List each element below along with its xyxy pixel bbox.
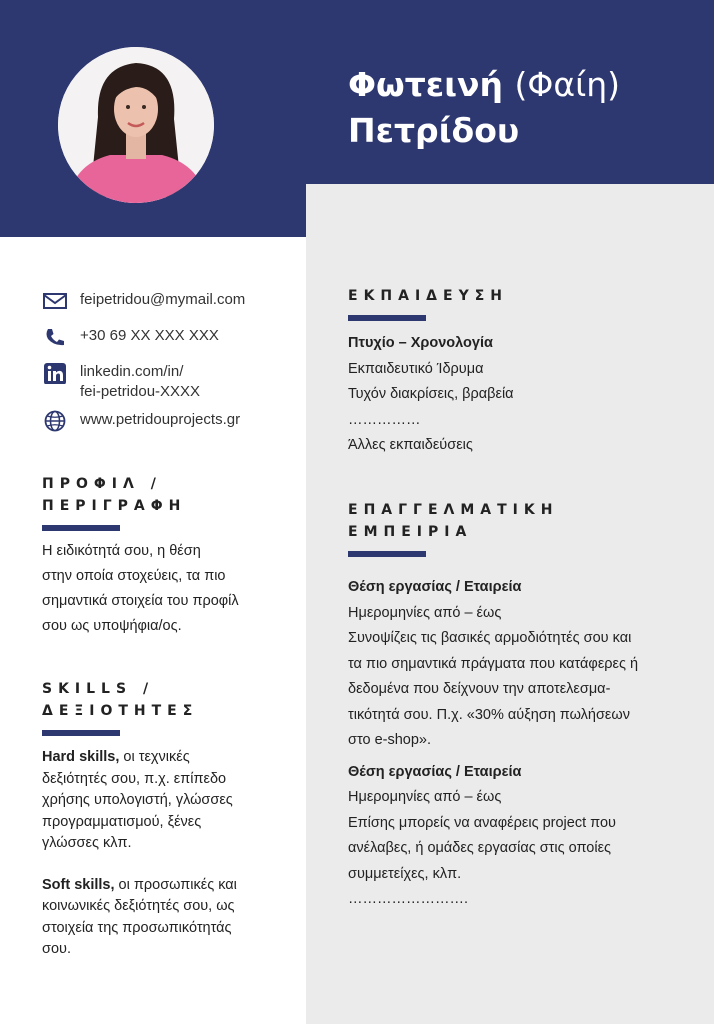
first-name: Φωτεινή	[348, 65, 503, 104]
linkedin-text	[80, 362, 200, 402]
linkedin-line1: linkedin.com/in/	[80, 363, 184, 380]
job-position: Θέση εργασίας / Εταιρεία	[348, 579, 522, 595]
education-other: Άλλες εκπαιδεύσεις	[348, 437, 473, 453]
phone-text: +30 69 XX XXX XXX	[80, 327, 219, 344]
skills-title	[42, 678, 282, 722]
education-dots: ……………	[348, 411, 421, 428]
hard-skills-line: οι τεχνικές	[119, 749, 190, 765]
soft-skills-line: στοιχεία της προσωπικότητάς	[42, 919, 232, 936]
education-rule	[348, 315, 426, 321]
profile-title-line2: ΠΕΡΙΓΡΑΦΗ	[42, 498, 187, 514]
profile-line: σου ως υποψήφια/ος.	[42, 618, 182, 634]
education-institution: Εκπαιδευτικό Ίδρυμα	[348, 360, 484, 377]
job-position: Θέση εργασίας / Εταιρεία	[348, 763, 522, 780]
job-dots: …………………….	[348, 891, 469, 907]
hard-skills-label: Hard skills,	[42, 749, 120, 765]
profile-section	[42, 473, 282, 639]
hard-skills-line: χρήσης υπολογιστή, γλώσσες	[42, 792, 233, 808]
job-entry	[348, 575, 678, 754]
skills-title-line2: ΔΕΞΙΟΤΗΤΕΣ	[42, 703, 199, 719]
skills-title-line1: SKILLS /	[42, 681, 155, 697]
education-title: ΕΚΠΑΙΔΕΥΣΗ	[348, 288, 508, 304]
phone-icon	[42, 326, 68, 348]
job-description-line: ανέλαβες, ή ομάδες εργασίας στις οποίες	[348, 840, 612, 856]
linkedin-line2: fei-petridou-XXXX	[80, 383, 201, 400]
job-description-line: δεδομένα που δείχνουν την αποτελεσμα-	[348, 681, 611, 697]
experience-title-line2: ΕΜΠΕΙΡΙΑ	[348, 524, 473, 540]
portrait-image	[58, 47, 214, 203]
experience-section	[348, 499, 678, 913]
job-description-line: τα πιο σημαντικά πράγματα που κατάφερες ή	[348, 655, 639, 672]
soft-skills	[42, 875, 282, 961]
job-description-line: Επίσης μπορείς να αναφέρεις project που	[348, 814, 616, 831]
hard-skills	[42, 747, 282, 855]
globe-icon	[42, 410, 68, 432]
soft-skills-line: κοινωνικές δεξιότητές σου, ως	[42, 898, 235, 914]
experience-rule	[348, 551, 426, 557]
website-text: www.petridouprojects.gr	[80, 411, 241, 428]
education-details	[348, 331, 678, 459]
mail-icon	[42, 290, 68, 312]
profile-photo	[58, 47, 214, 203]
last-name: Πετρίδου	[348, 111, 520, 150]
nickname: (Φαίη)	[514, 65, 621, 104]
job-description-line: Συνοψίζεις τις βασικές αρμοδιότητές σου και	[348, 630, 632, 646]
profile-line: σημαντικά στοιχεία του προφίλ	[42, 593, 239, 609]
profile-description	[42, 539, 282, 639]
profile-rule	[42, 525, 120, 531]
hard-skills-line: δεξιότητές σου, π.χ. επίπεδο	[42, 770, 227, 787]
soft-skills-label: Soft skills,	[42, 876, 115, 893]
hard-skills-line: γλώσσες κλπ.	[42, 835, 132, 851]
profile-title-line1: ΠΡΟΦΙΛ /	[42, 476, 162, 492]
hard-skills-line: προγραμματισμού, ξένες	[42, 813, 202, 830]
job-entry	[348, 760, 678, 913]
job-description-line: τικότητά σου. Π.χ. «30% αύξηση πωλήσεων	[348, 706, 630, 723]
full-name	[348, 62, 620, 154]
experience-title	[348, 499, 678, 543]
skills-section	[42, 678, 282, 961]
linkedin-icon	[42, 362, 68, 384]
profile-line: στην οποία στοχεύεις, τα πιο	[42, 568, 226, 584]
job-dates: Ημερομηνίες από – έως	[348, 604, 502, 621]
job-description-line: συμμετείχες, κλπ.	[348, 865, 462, 882]
education-section	[348, 285, 678, 459]
education-awards: Τυχόν διακρίσεις, βραβεία	[348, 386, 514, 402]
education-degree: Πτυχίο – Χρονολογία	[348, 335, 493, 351]
email-text: feipetridou@mymail.com	[80, 291, 246, 308]
soft-skills-line: σου.	[42, 941, 71, 957]
skills-rule	[42, 730, 120, 736]
profile-line: Η ειδικότητά σου, η θέση	[42, 543, 201, 559]
job-dates: Ημερομηνίες από – έως	[348, 789, 502, 805]
experience-title-line1: ΕΠΑΓΓΕΛΜΑΤΙΚΗ	[348, 502, 559, 518]
job-description-line: στο e-shop».	[348, 732, 431, 748]
profile-title	[42, 473, 282, 517]
soft-skills-line: οι προσωπικές και	[114, 876, 237, 893]
